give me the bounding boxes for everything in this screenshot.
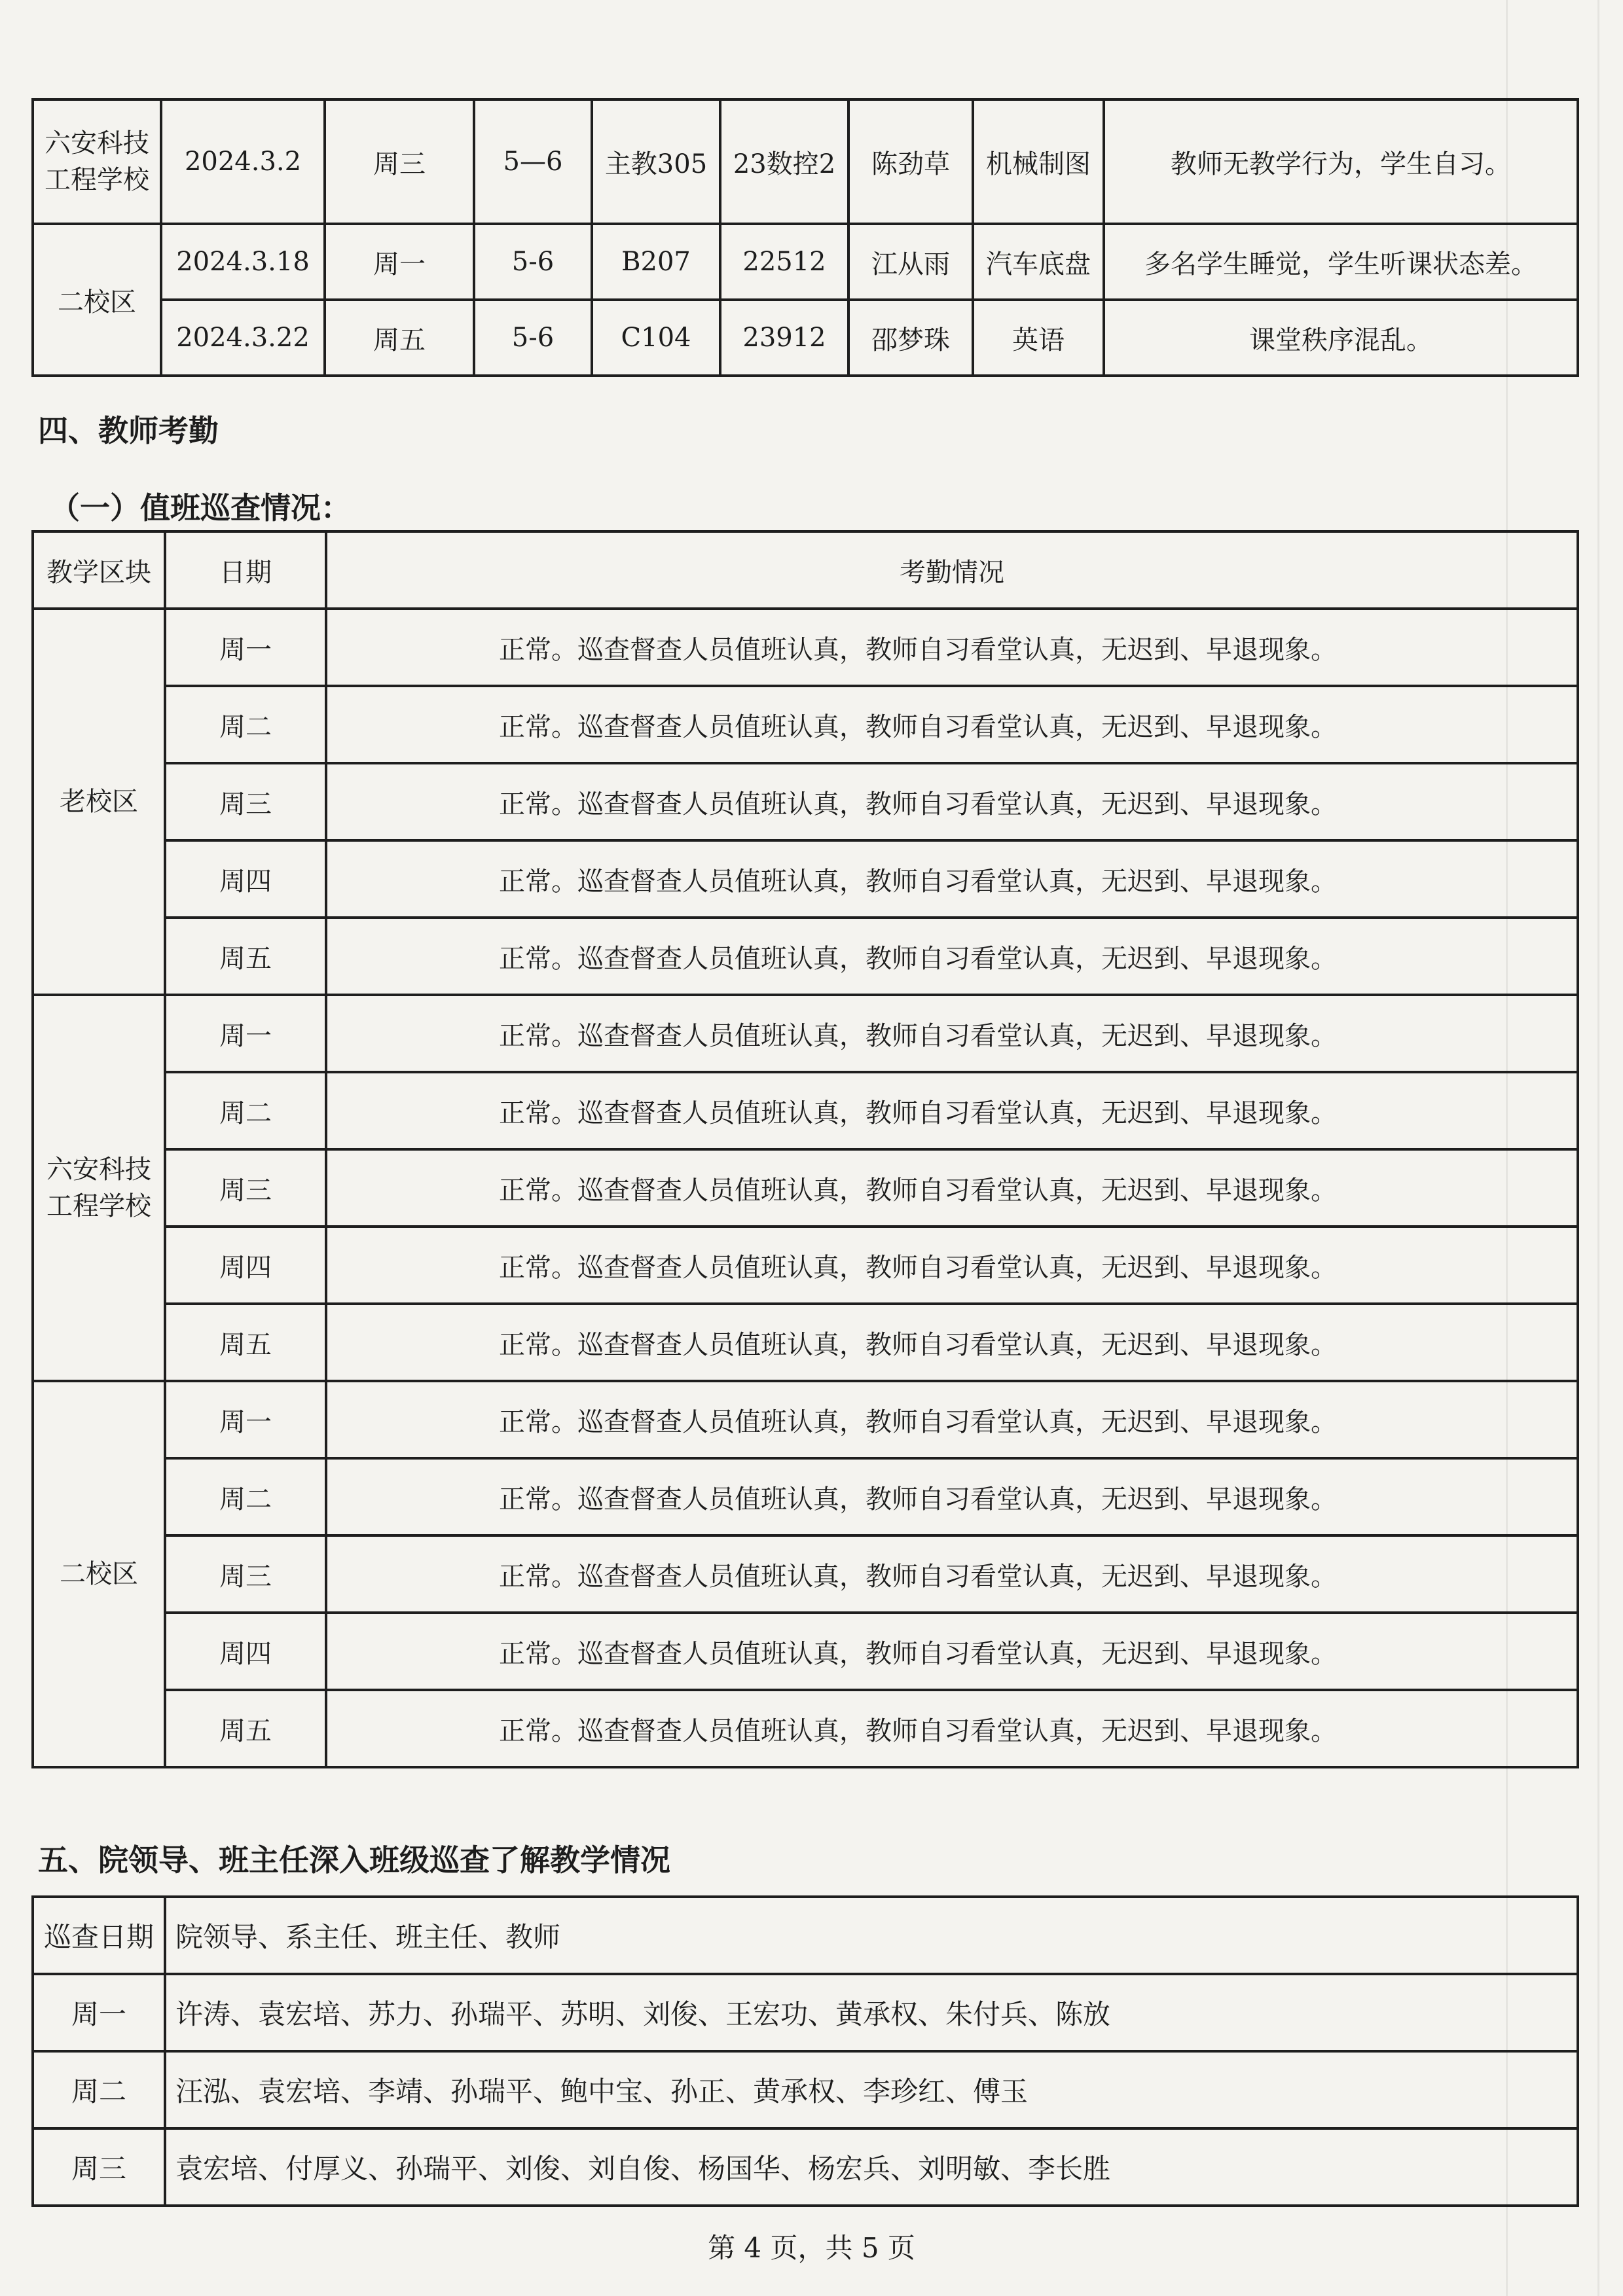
table-row: [33, 2128, 1578, 2206]
page-footer: 第 4 页，共 5 页: [708, 2232, 915, 2264]
issue-cell: 教师无教学行为，学生自习。: [1104, 99, 1578, 224]
room-cell: C104: [592, 300, 720, 376]
period-cell: 5-6: [474, 224, 592, 300]
status-cell: 正常。巡查督查人员值班认真，教师自习看堂认真，无迟到、早退现象。: [326, 763, 1578, 840]
day-cell: 周三: [165, 763, 326, 840]
table-row: [33, 840, 1578, 918]
section-4-title: 四、教师考勤: [38, 413, 219, 448]
day-cell: 周一: [165, 609, 326, 686]
status-cell: 正常。巡查督查人员值班认真，教师自习看堂认真，无迟到、早退现象。: [326, 1458, 1578, 1535]
header-date: 巡查日期: [33, 1897, 165, 1974]
section-4-subtitle: （一）值班巡查情况：: [50, 490, 351, 526]
people-cell: 汪泓、袁宏培、李靖、孙瑞平、鲍中宝、孙正、黄承权、李珍红、傅玉: [165, 2051, 1578, 2128]
table-row: [33, 1974, 1578, 2051]
course-cell: 机械制图: [973, 99, 1104, 224]
class-cell: 23数控2: [720, 99, 848, 224]
class-cell: 23912: [720, 300, 848, 376]
table-row: [33, 918, 1578, 995]
day-cell: 周三: [165, 1149, 326, 1227]
school-cell: 二校区: [33, 224, 161, 376]
table-row: [33, 1690, 1578, 1767]
teacher-cell: 陈劲草: [848, 99, 973, 224]
date-cell: 2024.3.22: [161, 300, 325, 376]
status-cell: 正常。巡查督查人员值班认真，教师自习看堂认真，无迟到、早退现象。: [326, 1149, 1578, 1227]
day-cell: 周二: [33, 2051, 165, 2128]
day-cell: 周五: [165, 918, 326, 995]
table-row: [33, 686, 1578, 763]
table-row: [33, 1227, 1578, 1304]
scan-streak: [1597, 0, 1599, 2296]
table-row: [33, 1613, 1578, 1690]
table-header-row: [33, 1897, 1578, 1974]
status-cell: 正常。巡查督查人员值班认真，教师自习看堂认真，无迟到、早退现象。: [326, 1690, 1578, 1767]
day-cell: 周二: [165, 686, 326, 763]
table-row: [33, 609, 1578, 686]
day-cell: 周五: [165, 1304, 326, 1381]
table-row: [33, 995, 1578, 1072]
status-cell: 正常。巡查督查人员值班认真，教师自习看堂认真，无迟到、早退现象。: [326, 995, 1578, 1072]
table-row: [33, 1458, 1578, 1535]
people-cell: 袁宏培、付厚义、孙瑞平、刘俊、刘自俊、杨国华、杨宏兵、刘明敏、李长胜: [165, 2128, 1578, 2206]
course-cell: 汽车底盘: [973, 224, 1104, 300]
status-cell: 正常。巡查督查人员值班认真，教师自习看堂认真，无迟到、早退现象。: [326, 1613, 1578, 1690]
status-cell: 正常。巡查督查人员值班认真，教师自习看堂认真，无迟到、早退现象。: [326, 1227, 1578, 1304]
leader-inspection-table: [31, 1895, 1579, 2207]
room-cell: B207: [592, 224, 720, 300]
day-cell: 周三: [165, 1535, 326, 1613]
issue-cell: 课堂秩序混乱。: [1104, 300, 1578, 376]
day-cell: 周二: [165, 1458, 326, 1535]
status-cell: 正常。巡查督查人员值班认真，教师自习看堂认真，无迟到、早退现象。: [326, 686, 1578, 763]
header-status: 考勤情况: [326, 531, 1578, 609]
issue-cell: 多名学生睡觉，学生听课状态差。: [1104, 224, 1578, 300]
day-cell: 周一: [33, 1974, 165, 2051]
day-cell: 周一: [165, 1381, 326, 1458]
course-cell: 英语: [973, 300, 1104, 376]
header-people: 院领导、系主任、班主任、教师: [165, 1897, 1578, 1974]
table-row: [33, 2051, 1578, 2128]
status-cell: 正常。巡查督查人员值班认真，教师自习看堂认真，无迟到、早退现象。: [326, 1072, 1578, 1149]
table-row: [33, 1535, 1578, 1613]
inspection-table: [31, 98, 1579, 377]
day-cell: 周一: [165, 995, 326, 1072]
table-row: [33, 1072, 1578, 1149]
weekday-cell: 周三: [325, 99, 474, 224]
block-cell: 二校区: [33, 1381, 165, 1767]
weekday-cell: 周五: [325, 300, 474, 376]
attendance-table: [31, 530, 1579, 1768]
status-cell: 正常。巡查督查人员值班认真，教师自习看堂认真，无迟到、早退现象。: [326, 609, 1578, 686]
teacher-cell: 邵梦珠: [848, 300, 973, 376]
table-row: [33, 99, 1578, 224]
status-cell: 正常。巡查督查人员值班认真，教师自习看堂认真，无迟到、早退现象。: [326, 1535, 1578, 1613]
school-name: 六安科技 工程学校: [45, 128, 149, 195]
block-cell: 六安科技 工程学校: [33, 995, 165, 1381]
table-row: [33, 224, 1578, 300]
room-cell: 主教305: [592, 99, 720, 224]
day-cell: 周四: [165, 1227, 326, 1304]
header-date: 日期: [165, 531, 326, 609]
status-cell: 正常。巡查督查人员值班认真，教师自习看堂认真，无迟到、早退现象。: [326, 840, 1578, 918]
status-cell: 正常。巡查督查人员值班认真，教师自习看堂认真，无迟到、早退现象。: [326, 918, 1578, 995]
section-5-title: 五、院领导、班主任深入班级巡查了解教学情况: [38, 1842, 670, 1878]
school-cell: [33, 99, 161, 224]
people-cell: 许涛、袁宏培、苏力、孙瑞平、苏明、刘俊、王宏功、黄承权、朱付兵、陈放: [165, 1974, 1578, 2051]
date-cell: 2024.3.2: [161, 99, 325, 224]
table-row: [33, 763, 1578, 840]
day-cell: 周五: [165, 1690, 326, 1767]
table-row: [33, 1149, 1578, 1227]
day-cell: 周四: [165, 1613, 326, 1690]
weekday-cell: 周一: [325, 224, 474, 300]
day-cell: 周二: [165, 1072, 326, 1149]
table-header-row: [33, 531, 1578, 609]
block-cell: 老校区: [33, 609, 165, 995]
status-cell: 正常。巡查督查人员值班认真，教师自习看堂认真，无迟到、早退现象。: [326, 1304, 1578, 1381]
period-cell: 5-6: [474, 300, 592, 376]
table-row: [33, 300, 1578, 376]
table-row: [33, 1381, 1578, 1458]
period-cell: 5—6: [474, 99, 592, 224]
status-cell: 正常。巡查督查人员值班认真，教师自习看堂认真，无迟到、早退现象。: [326, 1381, 1578, 1458]
date-cell: 2024.3.18: [161, 224, 325, 300]
class-cell: 22512: [720, 224, 848, 300]
teacher-cell: 江从雨: [848, 224, 973, 300]
day-cell: 周三: [33, 2128, 165, 2206]
header-block: 教学区块: [33, 531, 165, 609]
day-cell: 周四: [165, 840, 326, 918]
table-row: [33, 1304, 1578, 1381]
